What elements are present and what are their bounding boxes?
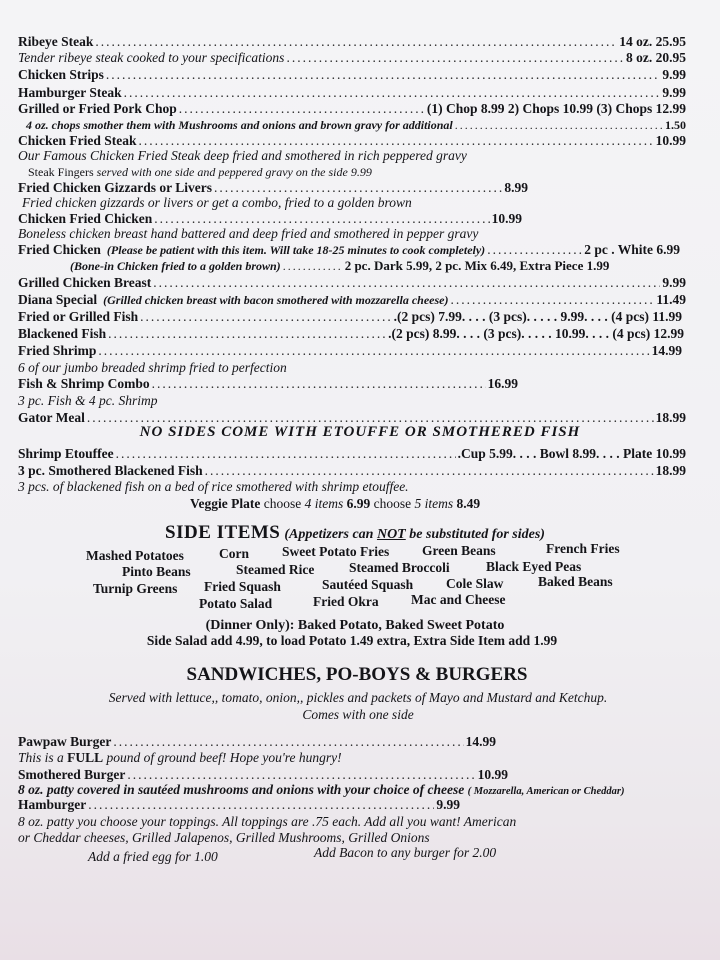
item-price: 14.99 [651, 343, 682, 358]
item-description: Our Famous Chicken Fried Steak deep fried and smothered in rich peppered gravy [18, 148, 467, 163]
item-price: 18.99 [655, 410, 686, 425]
dot-leader [154, 211, 489, 227]
side-item: French Fries [546, 541, 620, 556]
item-name: Gator Meal [18, 410, 85, 425]
dot-leader [152, 376, 486, 392]
item-name: Veggie Plate [190, 496, 261, 511]
menu-item-blackened-fish [18, 326, 684, 342]
item-price: 8 oz. 20.95 [626, 50, 686, 65]
side-item: Baked Beans [538, 574, 613, 589]
item-description: 6 of our jumbo breaded shrimp fried to perfection [18, 360, 287, 375]
veggie-plate-line [190, 496, 720, 512]
menu-item-smothered-fish [18, 463, 686, 479]
dot-leader [140, 309, 392, 325]
item-name: Grilled Chicken Breast [18, 275, 152, 290]
menu-item-fried-shrimp [18, 343, 682, 359]
add-egg-note: Add a fried egg for 1.00 [88, 849, 218, 864]
item-name: Smothered Burger [18, 767, 126, 782]
item-price: 9.99 [662, 67, 686, 82]
item-description: This is a FULL pound of ground beef! Hope you're hungry! [18, 750, 342, 765]
menu-item-chicken-fried-steak [18, 133, 686, 149]
item-name: Fried Shrimp [18, 343, 97, 358]
menu-item-fish [18, 309, 682, 325]
veggie-choose-label: choose [373, 496, 412, 511]
dot-leader [113, 734, 463, 750]
no-sides-notice: NO SIDES COME WITH ETOUFFE OR SMOTHERED FISH [139, 424, 581, 440]
item-price: 8.99 [504, 180, 528, 195]
side-item: Cole Slaw [446, 576, 504, 591]
item-name: Steak Fingers [28, 165, 94, 179]
side-item: Fried Squash [204, 579, 281, 594]
item-name: Diana Special [18, 292, 98, 307]
dot-leader [214, 180, 502, 196]
side-item: Black Eyed Peas [486, 559, 582, 574]
item-price: 9.99 [662, 85, 686, 100]
side-item: Steamed Rice [236, 562, 315, 577]
side-item: Corn [219, 546, 249, 561]
side-item: Potato Salad [199, 596, 273, 611]
dot-leader [106, 67, 660, 83]
veggie-items-count: 5 items [414, 496, 454, 511]
menu-item-fried-chicken-2 [70, 258, 670, 274]
item-description: Fried chicken gizzards or livers or get a combo, fried to a golden brown [22, 195, 412, 210]
item-price: 9.99 [436, 797, 460, 812]
item-name: Fried Chicken [18, 242, 101, 257]
item-name: Ribeye Steak [18, 34, 94, 49]
menu-item-fish-shrimp-combo [18, 376, 518, 392]
side-item: Mac and Cheese [411, 592, 506, 607]
dot-leader [95, 34, 617, 50]
menu-item-diana-special [18, 292, 686, 308]
item-name: Fried Chicken Gizzards or Livers [18, 180, 212, 195]
dot-leader [487, 242, 582, 258]
menu-item-smothered-burger [18, 767, 508, 783]
item-price-options: .(2 pcs) 7.99. . . . (3 pcs). . . . . 9.99. . . . (4 pcs) 11.99 [393, 309, 682, 324]
item-name: Chicken Fried Chicken [18, 211, 153, 226]
side-item: Sweet Potato Fries [282, 544, 390, 559]
item-price: 1.50 [665, 118, 686, 132]
item-description: Tender ribeye steak cooked to your specifications [18, 50, 285, 65]
dot-leader [179, 101, 425, 117]
item-price: 16.99 [487, 376, 518, 391]
item-price: 2 pc. Dark 5.99, 2 pc. Mix 6.49, Extra Piece 1.99 [344, 258, 610, 273]
section-heading: SANDWICHES, PO-BOYS & BURGERS [186, 664, 528, 685]
item-price: 6.99 [346, 496, 371, 511]
dot-leader [153, 275, 660, 291]
side-extras-note: Side Salad add 4.99, to load Potato 1.49 extra, Extra Side Item add 1.99 [146, 633, 558, 648]
item-name: Grilled or Fried Pork Chop [18, 101, 177, 116]
veggie-items-count: 4 items [304, 496, 344, 511]
item-price-options: .(2 pcs) 8.99. . . . (3 pcs). . . . . 10.99. . . . (4 pcs) 12.99 [388, 326, 684, 341]
dot-leader [455, 117, 663, 133]
item-description: or Cheddar cheeses, Grilled Jalapenos, Grilled Mushrooms, Grilled Onions [18, 830, 430, 845]
side-item: Sautéed Squash [322, 577, 414, 592]
item-price: 8.49 [456, 496, 481, 511]
dot-leader [450, 292, 654, 308]
item-description: 8 oz. patty covered in sautéed mushrooms and onions with your choice of cheese ( Mozzarella, American or Cheddar) [18, 782, 625, 797]
dot-leader [116, 446, 456, 462]
dot-leader [283, 258, 343, 274]
item-note: (Bone-in Chicken fried to a golden brown) [70, 259, 281, 273]
sandwiches-served-note: Served with lettuce,, tomato, onion,, pickles and packets of Mayo and Mustard and Ketchup. [108, 690, 608, 705]
item-price: 10.99 [491, 211, 522, 226]
sandwiches-side-note: Comes with one side [302, 707, 414, 722]
item-description: Boneless chicken breast hand battered and deep fried and smothered in pepper gravy [18, 226, 479, 241]
item-price: 9.99 [662, 275, 686, 290]
veggie-choose-label: choose [263, 496, 302, 511]
item-name: Fried or Grilled Fish [18, 309, 139, 324]
menu-item-grilled-chicken-breast [18, 275, 686, 291]
dot-leader [286, 50, 624, 66]
item-note: (Please be patient with this item. Will take 18-25 minutes to cook completely) [106, 243, 486, 257]
menu-item-fried-chicken [18, 242, 680, 258]
side-item: Green Beans [422, 543, 496, 558]
item-description: 8 oz. patty you choose your toppings. All toppings are .75 each. Add all you want! American [18, 814, 517, 829]
menu-item-shrimp-etouffee [18, 446, 686, 462]
item-note: (Grilled chicken breast with bacon smothered with mozzarella cheese) [103, 293, 449, 307]
item-name: Fish & Shrimp Combo [18, 376, 150, 391]
side-items-note: (Appetizers can NOT be substituted for sides) [284, 527, 545, 542]
side-item: Pinto Beans [122, 564, 191, 579]
item-price: 11.49 [656, 292, 686, 307]
item-price-options: (1) Chop 8.99 2) Chops 10.99 (3) Chops 12.99 [426, 101, 686, 116]
menu-item-hamburger [18, 797, 460, 813]
item-price-options: .Cup 5.99. . . . Bowl 8.99. . . . Plate 10.99 [457, 446, 686, 461]
menu-item-pork-chop-desc [26, 117, 686, 133]
item-description: 3 pc. Fish & 4 pc. Shrimp [18, 393, 158, 408]
dot-leader [88, 797, 434, 813]
dot-leader [124, 85, 661, 101]
item-name: Chicken Fried Steak [18, 133, 137, 148]
menu-item-gizzards [18, 180, 528, 196]
side-item: Steamed Broccoli [349, 560, 450, 575]
item-name: Pawpaw Burger [18, 734, 112, 749]
menu-item-pork-chop [18, 101, 686, 117]
item-price: 14 oz. 25.95 [619, 34, 686, 49]
dot-leader [98, 343, 649, 359]
item-price: 10.99 [655, 133, 686, 148]
item-description: served with one side and peppered gravy on the side 9.99 [96, 165, 372, 179]
dot-leader [139, 133, 654, 149]
dot-leader [108, 326, 386, 342]
item-price: 14.99 [465, 734, 496, 749]
menu-item-ribeye-desc [18, 50, 686, 66]
menu-item-hamburger-steak [18, 85, 686, 101]
menu-item-chicken-fried-chicken [18, 211, 522, 227]
item-name: Chicken Strips [18, 67, 104, 82]
side-item: Mashed Potatoes [86, 548, 184, 563]
item-description: 3 pcs. of blackened fish on a bed of rice smothered with shrimp etouffee. [18, 479, 409, 494]
section-heading: SIDE ITEMS [165, 522, 281, 543]
item-name: Shrimp Etouffee [18, 446, 114, 461]
dot-leader [127, 767, 475, 783]
item-price: 18.99 [655, 463, 686, 478]
item-description: 4 oz. chops smother them with Mushrooms and onions and brown gravy for additional [26, 118, 453, 132]
dinner-only-note: (Dinner Only): Baked Potato, Baked Sweet Potato [205, 618, 505, 633]
side-item: Turnip Greens [93, 581, 178, 596]
item-name: Blackened Fish [18, 326, 107, 341]
dot-leader [205, 463, 654, 479]
item-name: Hamburger Steak [18, 85, 122, 100]
side-item: Fried Okra [313, 594, 379, 609]
item-name: Hamburger [18, 797, 87, 812]
item-price: 10.99 [477, 767, 508, 782]
menu-item-chicken-strips [18, 67, 686, 83]
add-bacon-note: Add Bacon to any burger for 2.00 [314, 845, 497, 860]
menu-item-ribeye [18, 34, 686, 50]
steak-fingers-line [28, 164, 708, 180]
menu-item-pawpaw-burger [18, 734, 496, 750]
item-price: 2 pc . White 6.99 [584, 242, 680, 257]
item-name: 3 pc. Smothered Blackened Fish [18, 463, 203, 478]
